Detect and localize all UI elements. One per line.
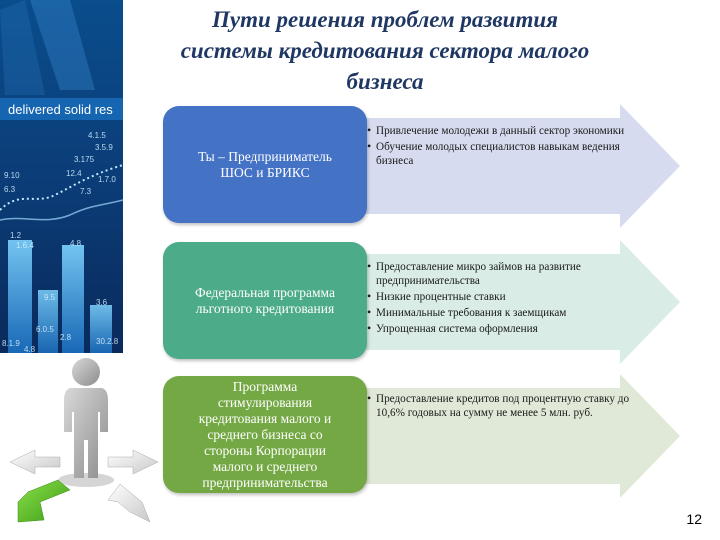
svg-text:1.6.4: 1.6.4 — [16, 241, 34, 250]
svg-text:1.7.0: 1.7.0 — [98, 175, 116, 184]
svg-text:3.6: 3.6 — [96, 298, 108, 307]
person-crossroads-illustration — [0, 352, 168, 532]
svg-text:4.8: 4.8 — [70, 239, 82, 248]
page-number: 12 — [686, 511, 702, 527]
bullet-item: • Привлечение молодежи в данный сектор экономики — [365, 124, 635, 138]
svg-text:12.4: 12.4 — [66, 169, 82, 178]
svg-text:8.1.9: 8.1.9 — [2, 339, 20, 348]
solution-row-1 — [160, 104, 680, 228]
program-label: Федеральная программа льготного кредитования — [195, 284, 335, 316]
bullet-item: • Упрощенная система оформления — [365, 322, 635, 336]
finance-background-image — [0, 0, 123, 353]
bullet-list — [365, 260, 635, 338]
svg-text:1.2: 1.2 — [10, 231, 22, 240]
svg-text:6.0.5: 6.0.5 — [36, 325, 54, 334]
banner-text: delivered solid res — [8, 102, 113, 117]
svg-text:4.1.5: 4.1.5 — [88, 131, 106, 140]
svg-text:9.5: 9.5 — [44, 293, 56, 302]
person-figure-icon — [0, 352, 168, 532]
title-line-1: Пути решения проблем развития — [212, 7, 558, 32]
bullet-list — [365, 392, 635, 422]
svg-text:2.8: 2.8 — [60, 333, 72, 342]
bullet-item: • Обучение молодых специалистов навыкам ведения бизнеса — [365, 140, 635, 168]
bullet-item: • Низкие процентные ставки — [365, 290, 635, 304]
bullet-list — [365, 124, 635, 170]
svg-text:6.3: 6.3 — [4, 185, 16, 194]
svg-text:9.10: 9.10 — [4, 171, 20, 180]
program-box-corporation — [163, 376, 367, 493]
program-box-brics — [163, 106, 367, 223]
svg-text:3.5.9: 3.5.9 — [95, 143, 113, 152]
title-line-2: системы кредитования сектора малого — [180, 38, 590, 63]
slide-title — [150, 4, 620, 97]
program-label: Программа стимулирования кредитования малого и среднего бизнеса со стороны Корпорации малого и среднего предпринимательства — [198, 378, 332, 490]
bullet-item: • Минимальные требования к заемщикам — [365, 306, 635, 320]
title-line-3: бизнеса — [346, 69, 424, 94]
solution-row-3 — [160, 374, 680, 498]
svg-text:30.2.8: 30.2.8 — [96, 337, 119, 346]
svg-text:7.3: 7.3 — [80, 187, 92, 196]
program-box-federal — [163, 242, 367, 359]
svg-text:4.8: 4.8 — [24, 345, 36, 353]
program-label: Ты – Предприниматель ШОС и БРИКС — [198, 148, 332, 180]
solution-row-2 — [160, 240, 680, 364]
bullet-item: • Предоставление кредитов под процентную ставку до 10,6% годовых на сумму не менее 5 млн. руб. — [365, 392, 635, 420]
svg-text:3.175: 3.175 — [74, 155, 95, 164]
finance-chart-graphic — [0, 0, 123, 353]
bullet-item: • Предоставление микро займов на развитие предпринимательства — [365, 260, 635, 288]
